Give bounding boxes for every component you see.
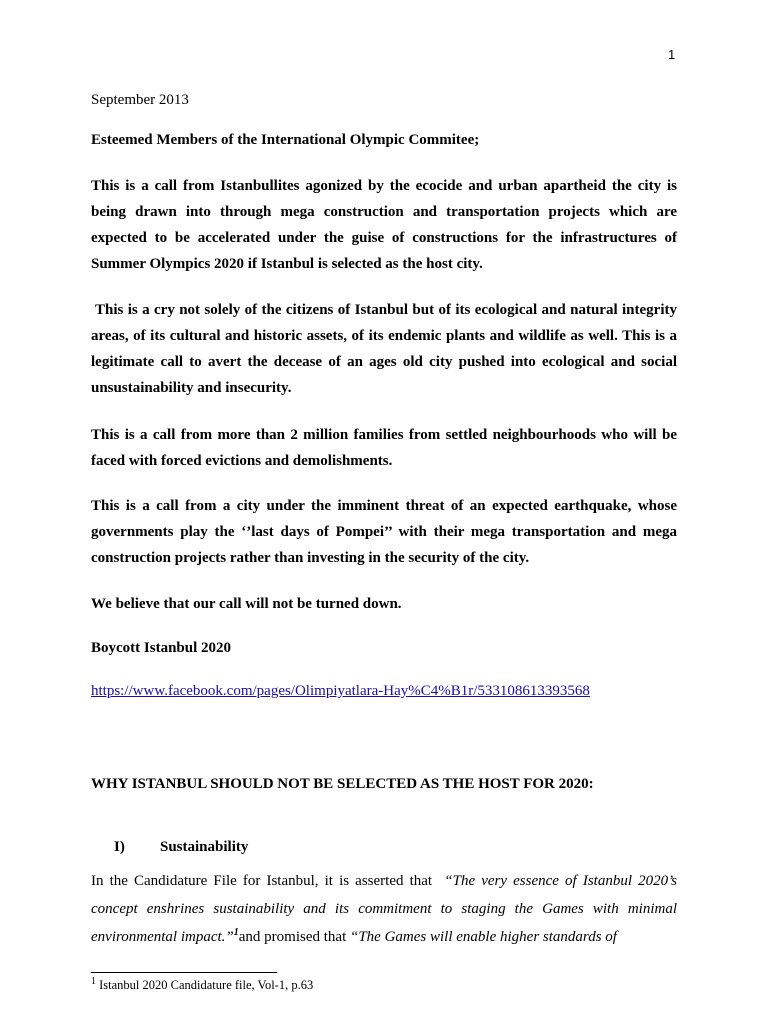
letter-greeting: Esteemed Members of the International Olympic Commitee; — [91, 132, 480, 148]
paragraph-1: This is a call from Istanbullites agonized by the ecocide and urban apartheid the city is being drawn into through mega construction and transportation projects which are expected to be accelerated under the guise of constructions for the infrastructures of Summer Olympics 2020 if Istanbul is selected as the host city. — [91, 178, 677, 272]
subsection-number: I) — [114, 839, 125, 855]
intro-text: In the Candidature File for Istanbul, it is asserted that — [91, 873, 433, 889]
section-heading: WHY ISTANBUL SHOULD NOT BE SELECTED AS THE HOST FOR 2020: — [91, 776, 594, 792]
footnote-number: 1 — [91, 975, 96, 987]
footnote — [91, 975, 314, 993]
page-number: 1 — [668, 47, 676, 62]
quote-2: “The Games will enable higher standards of — [350, 929, 617, 945]
letter-date: September 2013 — [91, 92, 189, 108]
paragraph-4: This is a call from a city under the imminent threat of an expected earthquake, whose governments play the ‘’last days of Pompei’’ with their mega transportation and mega construction projects rather than investing in the security of the city. — [91, 498, 677, 566]
closing-line: We believe that our call will not be turned down. — [91, 596, 402, 612]
signature: Boycott Istanbul 2020 — [91, 640, 232, 656]
paragraph-3: This is a call from more than 2 million families from settled neighbourhoods who will be faced with forced evictions and demolishments. — [91, 427, 677, 469]
footnote-divider — [91, 972, 277, 973]
subsection-title: Sustainability — [160, 839, 249, 855]
mid-text: and promised that — [238, 929, 347, 945]
footnote-text: Istanbul 2020 Candidature file, Vol-1, p.63 — [99, 978, 314, 992]
quote-1: “The very essence of Istanbul 2020’s concept enshrines sustainability and its commitment to staging the Games with minimal environmental impact.” — [91, 873, 677, 945]
facebook-link[interactable]: https://www.facebook.com/pages/Olimpiyatlara-Hay%C4%B1r/533108613393568 — [91, 683, 590, 699]
footnote-ref[interactable]: 1 — [233, 927, 239, 938]
sustainability-paragraph — [91, 867, 677, 951]
paragraph-2: This is a cry not solely of the citizens of Istanbul but of its ecological and natural integrity areas, of its cultural and historic assets, of its endemic plants and wildlife as well. This is a legitimate call to avert the decease of an ages old city pushed into ecological and social unsustainability and insecurity. — [91, 302, 677, 396]
